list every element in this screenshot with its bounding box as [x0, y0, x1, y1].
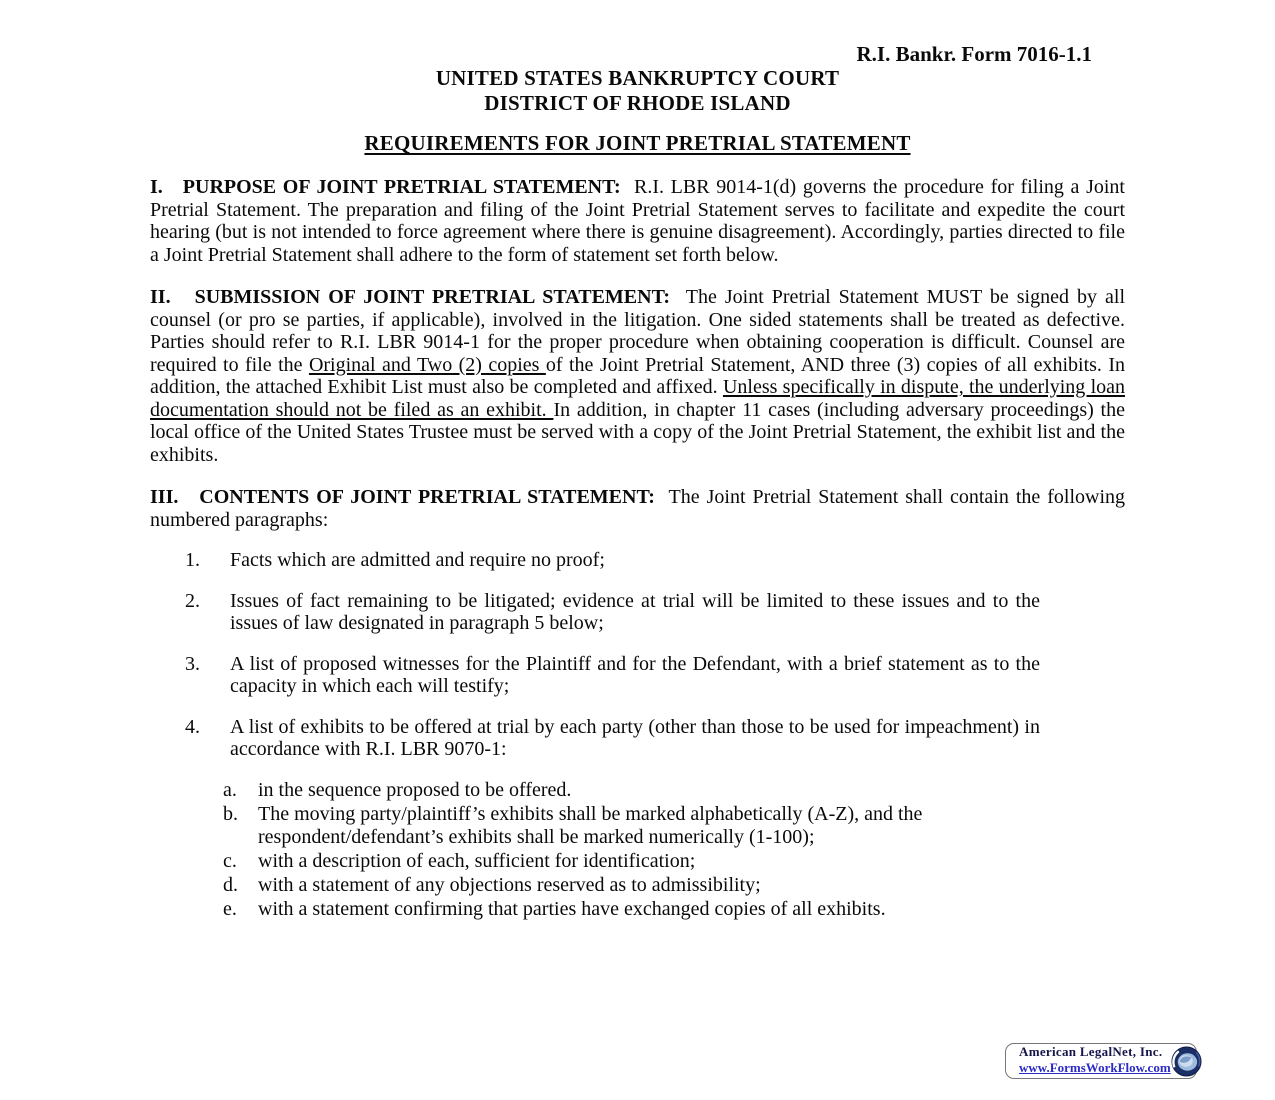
- sub-item-b-text: The moving party/plaintiff’s exhibits shall be marked alphabetically (A-Z), and the respondent/defendant’s exhibits shall be marked numerically (1-100);: [258, 802, 923, 848]
- section-ii-underlined-1: Original and Two (2) copies: [308, 353, 546, 376]
- sub-item-e-marker: e.: [223, 897, 237, 920]
- sub-item-b: [223, 803, 1085, 849]
- section-i-body: R.I. LBR 9014-1(d) governs the procedure for filing a Joint Pretrial Statement. The preparation and filing of the Joint Pretrial Statement serves to facilitate and expedite the court hearing (but is not intended to force agreement where there is genuine disagreement). Accordingly, parties directed to file a Joint Pretrial Statement shall adhere to the form of statement set forth below.: [150, 176, 1125, 266]
- list-item-4-marker: 4.: [185, 715, 200, 738]
- lettered-sub-list: [150, 779, 1125, 921]
- list-item-2-text: Issues of fact remaining to be litigated; evidence at trial will be limited to these issues and to the issues of law designated in paragraph 5 below;: [230, 589, 1040, 634]
- list-item-2-marker: 2.: [185, 589, 200, 612]
- sub-item-e-text: with a statement confirming that parties have exchanged copies of all exhibits.: [258, 897, 886, 920]
- sub-item-d-marker: d.: [223, 873, 238, 896]
- section-ii-underlined-2: Unless specifically in dispute, the underlying loan documentation should not be filed as an exhibit.: [150, 376, 1126, 421]
- list-item-2: [185, 590, 1040, 635]
- sub-item-c-text: with a description of each, sufficient for identification;: [258, 849, 696, 872]
- legalnet-company-name: American LegalNet, Inc.: [1019, 1044, 1163, 1059]
- section-ii-body-1: The Joint Pretrial Statement MUST be signed by all counsel (or pro se parties, if applicable), involved in the litigation. One sided statements shall be treated as defective. Parties should refer to R.I. LBR 9014-1 for the proper procedure when obtaining cooperation is difficult. Counsel are required to file the: [150, 286, 1125, 376]
- list-item-1-marker: 1.: [185, 549, 200, 571]
- form-number: R.I. Bankr. Form 7016-1.1: [856, 42, 1092, 66]
- section-i-paragraph: [150, 176, 1125, 266]
- section-iii-heading: III. CONTENTS OF JOINT PRETRIAL STATEMENT:: [150, 486, 655, 508]
- list-item-4: [185, 716, 1040, 761]
- list-item-1: [185, 549, 1040, 572]
- document-title: [150, 131, 1125, 156]
- sub-item-a-marker: a.: [223, 778, 237, 801]
- court-name: UNITED STATES BANKRUPTCY COURT: [435, 66, 840, 90]
- formsworkflow-link[interactable]: www.FormsWorkFlow.com: [1019, 1060, 1171, 1075]
- section-ii-heading: II. SUBMISSION OF JOINT PRETRIAL STATEMENT:: [150, 286, 671, 308]
- list-item-3-marker: 3.: [185, 652, 200, 675]
- section-ii-body-2: of the Joint Pretrial Statement, AND three (3) copies of all exhibits. In addition, the attached Exhibit List must also be completed and affixed.: [150, 353, 1125, 398]
- legalnet-badge-text: [1019, 1045, 1171, 1077]
- globe-icon: [1171, 1046, 1202, 1077]
- list-item-4-text: A list of exhibits to be offered at trial by each party (other than those to be used for impeachment) in accordance with R.I. LBR 9070-1:: [230, 715, 1040, 760]
- list-item-3: [185, 653, 1040, 698]
- district-name: DISTRICT OF RHODE ISLAND: [484, 91, 791, 115]
- section-iii-paragraph: [150, 486, 1125, 531]
- sub-item-c-marker: c.: [223, 849, 237, 872]
- sub-item-a: [223, 779, 1085, 802]
- section-iii-body: The Joint Pretrial Statement shall contain the following numbered paragraphs:: [150, 486, 1126, 531]
- sub-item-c: [223, 850, 1085, 873]
- sub-item-d-text: with a statement of any objections reserved as to admissibility;: [258, 873, 761, 896]
- sub-item-a-text: in the sequence proposed to be offered.: [258, 778, 572, 801]
- section-ii-body-3: In addition, in chapter 11 cases (including adversary proceedings) the local office of the United States Trustee must be served with a copy of the Joint Pretrial Statement, the exhibit list and the exhibits.: [150, 398, 1125, 466]
- sub-item-d: [223, 874, 1085, 897]
- list-item-3-text: A list of proposed witnesses for the Plaintiff and for the Defendant, with a brief statement as to the capacity in which each will testify;: [230, 652, 1040, 697]
- document-content: [150, 42, 1125, 922]
- list-item-1-text: Facts which are admitted and require no proof;: [230, 549, 605, 571]
- legalnet-badge: [1005, 1043, 1197, 1079]
- section-i-heading: I. PURPOSE OF JOINT PRETRIAL STATEMENT:: [150, 176, 621, 198]
- section-ii-paragraph: [150, 286, 1125, 466]
- document-title-text: REQUIREMENTS FOR JOINT PRETRIAL STATEMENT: [364, 131, 911, 155]
- sub-item-e: [223, 898, 1085, 921]
- sub-item-b-marker: b.: [223, 802, 238, 825]
